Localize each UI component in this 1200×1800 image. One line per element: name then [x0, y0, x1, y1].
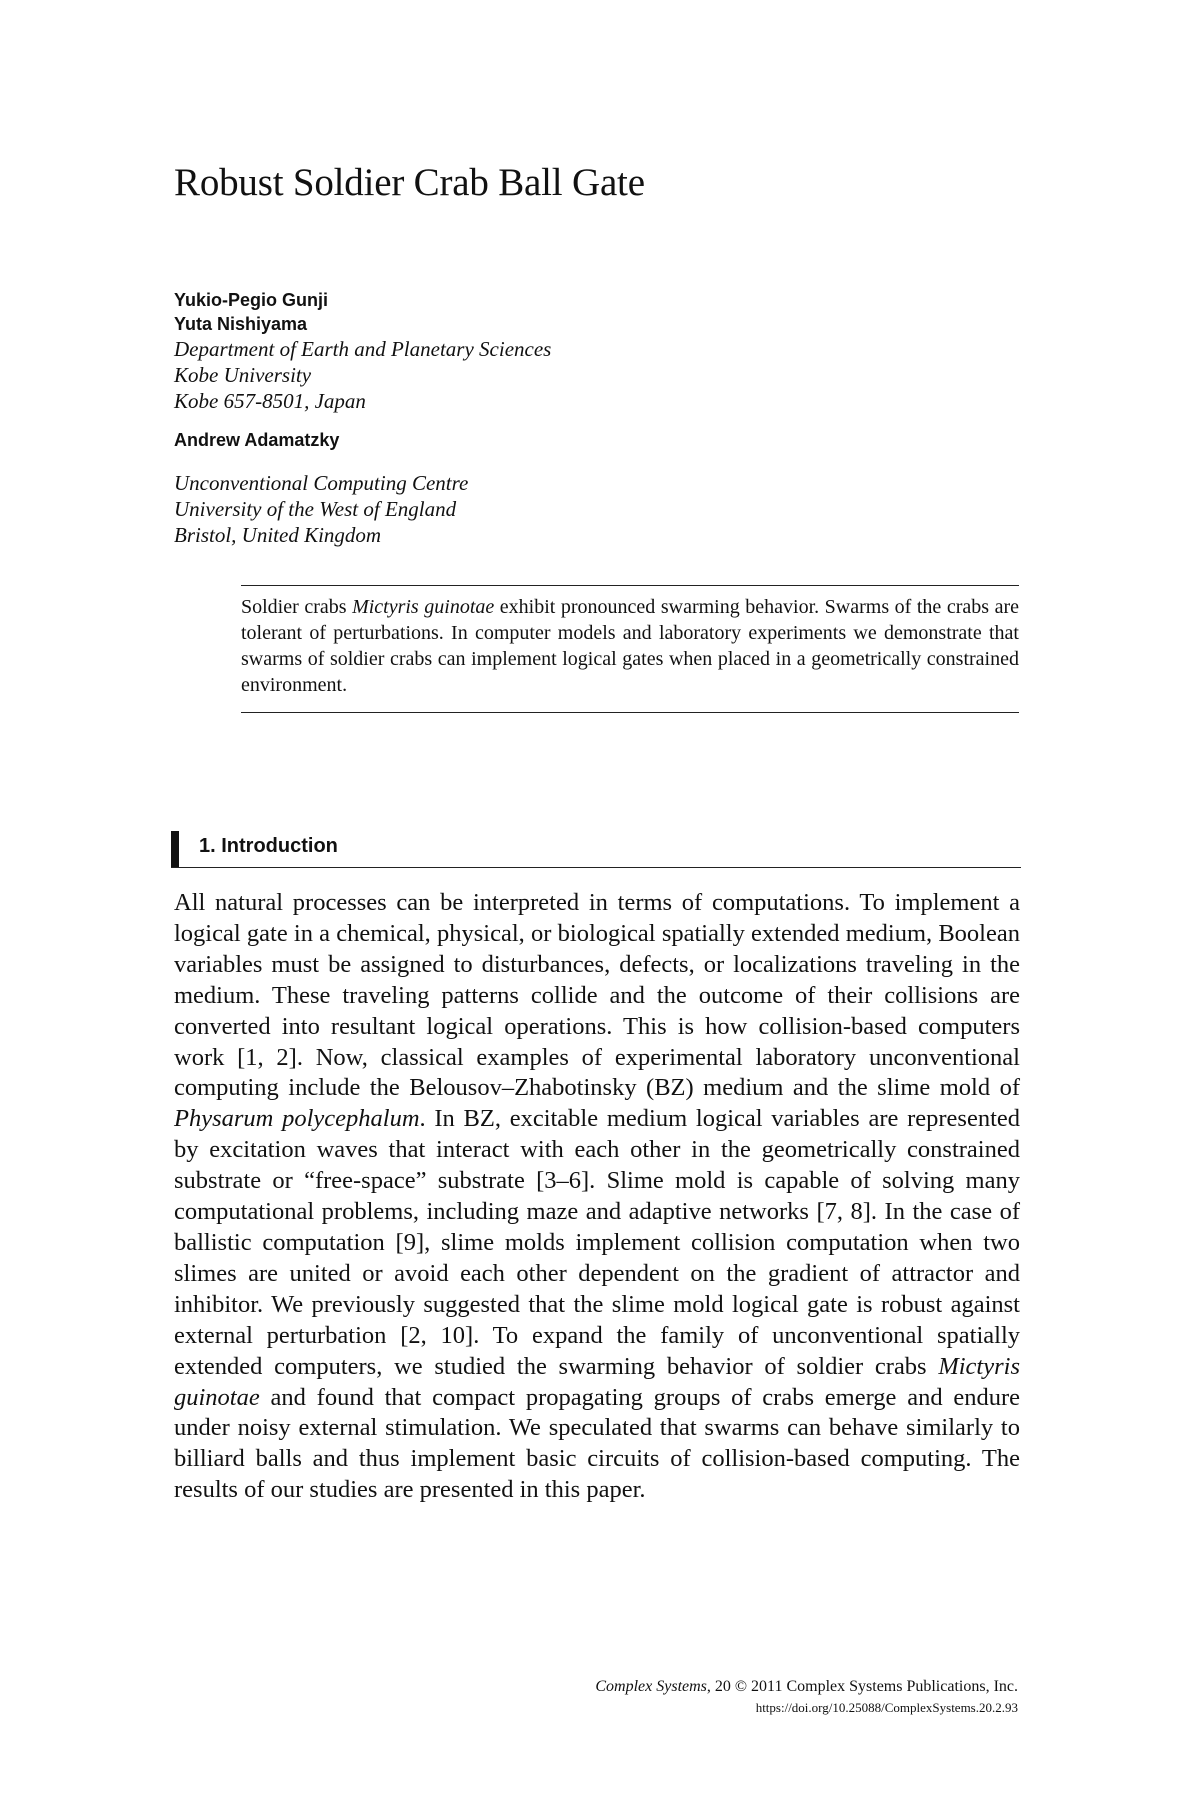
organism-name: Physarum polycephalum	[174, 1105, 420, 1133]
affiliation-line: University of the West of England	[174, 497, 457, 521]
page-footer	[595, 1676, 1018, 1718]
journal-citation	[595, 1676, 1018, 1698]
introduction-paragraph	[174, 888, 1020, 1506]
species-name: Mictyris guinotae	[174, 1352, 1020, 1411]
affiliation-line: Department of Earth and Planetary Sciences	[174, 337, 552, 361]
section-title: 1. Introduction	[199, 835, 338, 857]
affiliation-line: Kobe 657-8501, Japan	[174, 389, 366, 413]
author-name: Yukio-Pegio Gunji	[174, 290, 329, 310]
journal-details: , 20 © 2011 Complex Systems Publications, Inc.	[706, 1678, 1018, 1695]
abstract-text-segment: exhibit pronounced swarming behavior. Swarms of the crabs are tolerant of perturbations. In computer models and laboratory experiments we demonstrate that swarms of soldier crabs can implement logical gates when placed in a geometrically constrained environment.	[241, 596, 1019, 696]
affiliation-line: Unconventional Computing Centre	[174, 471, 469, 495]
abstract-text-segment: Soldier crabs	[241, 596, 353, 618]
paragraph-segment: and found that compact propagating groups of crabs emerge and endure under noisy external stimulation. We speculated that swarms can behave similarly to billiard balls and thus implement basic circuits of collision-based computing. The results of our studies are presented in this paper.	[174, 1383, 1020, 1504]
species-name: Mictyris guinotae	[352, 596, 495, 618]
affiliation-line: Kobe University	[174, 363, 312, 387]
journal-name: Complex Systems	[595, 1678, 707, 1695]
abstract-text	[241, 594, 1019, 698]
abstract-box	[241, 585, 1019, 713]
affiliation-line: Bristol, United Kingdom	[174, 523, 382, 547]
author-name: Yuta Nishiyama	[174, 314, 308, 334]
author-name: Andrew Adamatzky	[174, 430, 340, 450]
paragraph-segment: . In BZ, excitable medium logical variables are represented by excitation waves that interact with each other in the geometrically constrained substrate or “free-space” substrate [3–6]. Slime mold is capable of solving many computational problems, including maze and adaptive networks [7, 8]. In the case of ballistic computation [9], slime molds implement collision computation when two slimes are united or avoid each other dependent on the gradient of attractor and inhibitor. We previously suggested that the slime mold logical gate is robust against external perturbation [2, 10]. To expand the family of unconventional spatially extended computers, we studied the swarming behavior of soldier crabs	[174, 1105, 1020, 1380]
section-heading	[171, 831, 1021, 868]
section-marker-bar	[171, 831, 179, 867]
paper-title: Robust Soldier Crab Ball Gate	[174, 161, 645, 204]
paragraph-segment: All natural processes can be interpreted in terms of computations. To implement a logical gate in a chemical, physical, or biological spatially extended medium, Boolean variables must be assigned to disturbances, defects, or localizations traveling in the medium. These traveling patterns collide and the outcome of their collisions are converted into resultant logical operations. This is how collision-based computers work [1, 2]. Now, classical examples of experimental laboratory unconventional computing include the Belousov–Zhabotinsky (BZ) medium and the slime mold of	[174, 889, 1020, 1102]
author-block	[174, 288, 874, 548]
doi-link[interactable]: https://doi.org/10.25088/ComplexSystems.20.2.93	[755, 1700, 1018, 1715]
